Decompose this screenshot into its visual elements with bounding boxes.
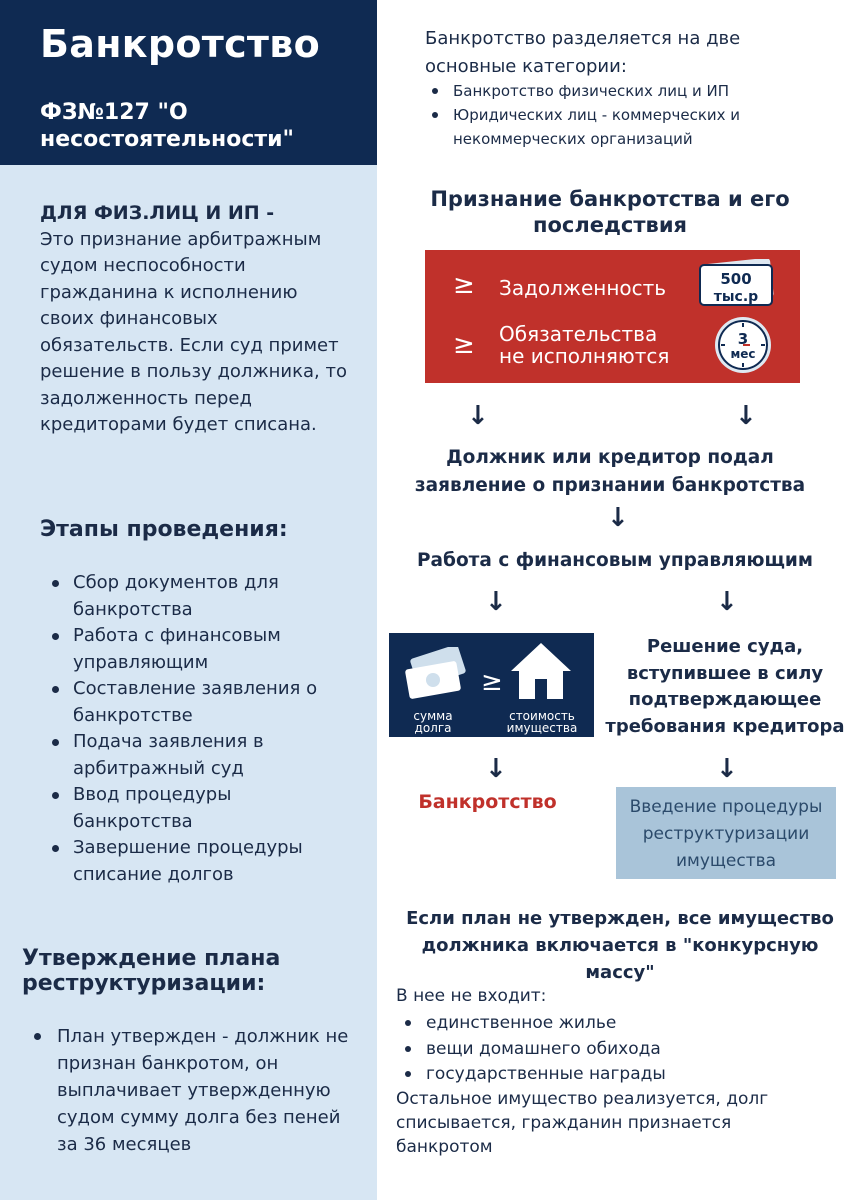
- restructuring-box: Введение процедуры реструктуризации имущества: [616, 787, 836, 879]
- badge-unit: тыс.р: [713, 289, 759, 305]
- not-included-list: [402, 1011, 822, 1088]
- list-item: Подача заявления в арбитражный суд: [50, 729, 350, 782]
- plan-list: [32, 1023, 352, 1158]
- court-decision: Решение суда, вступившее в силу подтверждающее требования кредитора: [605, 636, 845, 737]
- list-item: государственные награды: [402, 1062, 822, 1088]
- stages-title: Этапы проведения:: [40, 517, 288, 542]
- list-item: Юридических лиц - коммерческих и некоммерческих организаций: [430, 103, 830, 151]
- step-application: Должник или кредитор подал заявление о признании банкротства: [414, 447, 806, 496]
- left-column: [0, 0, 377, 1200]
- list-item: Банкротство физических лиц и ИП: [430, 79, 830, 103]
- list-item: Завершение процедуры списание долгов: [50, 835, 350, 888]
- clock-icon: [713, 315, 773, 375]
- house-icon: [509, 639, 573, 701]
- definition-heading: ДЛЯ ФИЗ.ЛИЦ И ИП -: [40, 202, 275, 224]
- property-label-2: имущества: [506, 721, 578, 735]
- stages-list: [50, 570, 350, 888]
- arrow-down-icon: ↓: [716, 754, 738, 784]
- header-panel: [0, 0, 377, 165]
- money-badge-icon: [698, 259, 776, 307]
- badge-value: 3: [737, 330, 749, 348]
- categories-title: Банкротство разделяется на две основные категории:: [425, 28, 741, 77]
- arrow-down-icon: ↓: [607, 503, 629, 533]
- arrow-down-icon: ↓: [485, 587, 507, 617]
- condition-label: Задолженность: [499, 276, 667, 300]
- page-title: Банкротство: [40, 22, 320, 66]
- ge-sign: ≥: [453, 330, 475, 360]
- badge-value: 500: [720, 270, 752, 288]
- property-label-1: стоимость: [509, 709, 575, 723]
- recognition-title: Признание банкротства и его последствия: [430, 187, 790, 237]
- ge-sign: ≥: [453, 270, 475, 300]
- arrow-down-icon: ↓: [716, 587, 738, 617]
- arrow-down-icon: ↓: [467, 401, 489, 431]
- competition-title: Если план не утвержден, все имущество должника включается в "конкурсную массу": [406, 908, 834, 983]
- list-item: единственное жилье: [402, 1011, 822, 1037]
- condition-label-2: не исполняются: [499, 344, 670, 368]
- list-item: Сбор документов для банкротства: [50, 570, 350, 623]
- debt-vs-property-box: [389, 633, 594, 737]
- condition-label-1: Обязательства: [499, 322, 658, 346]
- ge-sign: ≥: [481, 667, 503, 697]
- conditions-box: [425, 250, 800, 383]
- rest-property-text: Остальное имущество реализуется, долг списывается, гражданин признается банкротом: [396, 1089, 769, 1157]
- money-icon: [399, 647, 467, 707]
- step-financial-manager: Работа с финансовым управляющим: [417, 550, 813, 571]
- plan-title: Утверждение плана реструктуризации:: [22, 946, 281, 996]
- bankruptcy-result: Банкротство: [418, 791, 557, 813]
- list-item: Работа с финансовым управляющим: [50, 623, 350, 676]
- not-included-title: В нее не входит:: [396, 986, 547, 1006]
- law-title: ФЗ№127 "О несостоятельности": [40, 100, 294, 152]
- arrow-down-icon: ↓: [735, 401, 757, 431]
- categories-list: [430, 79, 830, 151]
- definition-text: Это признание арбитражным судом неспособности гражданина к исполнению своих финансовых обязательств. Если суд примет решение в пользу должника, то задолженность перед кредиторами будет списана.: [40, 228, 347, 435]
- list-item: Ввод процедуры банкротства: [50, 782, 350, 835]
- arrow-down-icon: ↓: [485, 754, 507, 784]
- definition-block: [40, 200, 350, 439]
- debt-label-1: сумма: [413, 709, 453, 723]
- list-item: Составление заявления о банкротстве: [50, 676, 350, 729]
- list-item: План утвержден - должник не признан банкротом, он выплачивает утвержденную судом сумму долга без пеней за 36 месяцев: [32, 1023, 352, 1158]
- badge-unit: мес: [730, 347, 756, 361]
- list-item: вещи домашнего обихода: [402, 1037, 822, 1063]
- debt-label-2: долга: [414, 721, 452, 735]
